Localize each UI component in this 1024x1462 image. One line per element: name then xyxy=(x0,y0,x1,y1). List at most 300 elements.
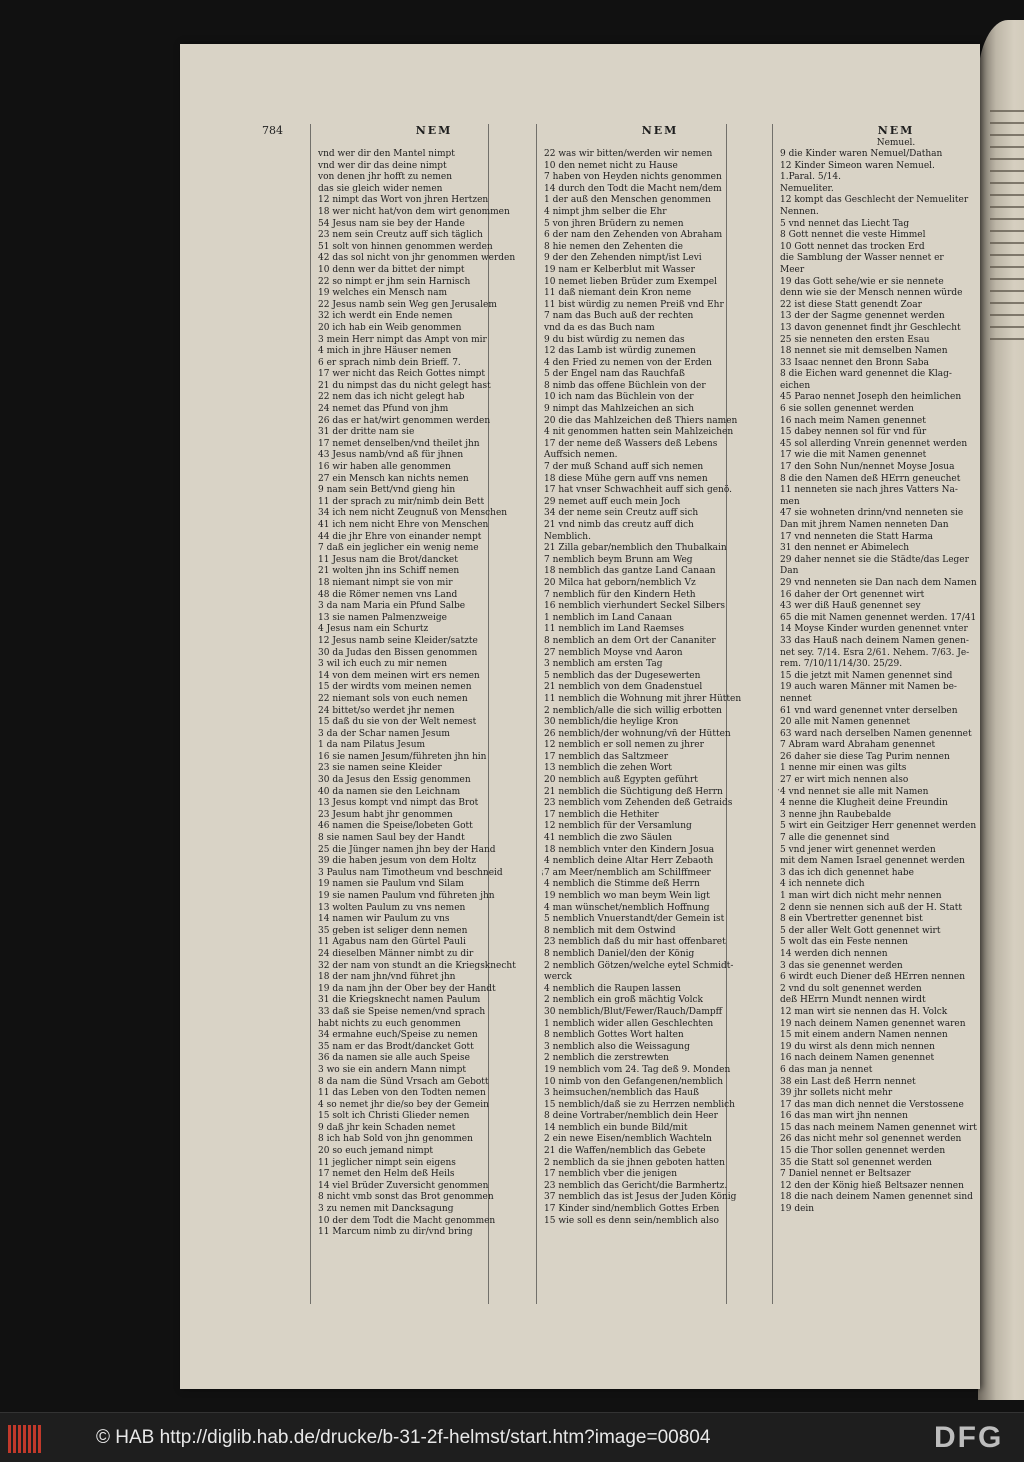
entry-text: 6 sie sollen genennet werden xyxy=(780,404,914,415)
entry-text: 37 nemblich das ist Jesus der Juden König xyxy=(544,1192,737,1203)
index-entry xyxy=(778,1204,1014,1216)
index-entry xyxy=(316,265,552,277)
index-entry xyxy=(778,729,1014,741)
entry-text: deß HErrn Mundt nennen wirdt xyxy=(780,995,926,1006)
index-entry xyxy=(542,949,778,961)
index-entry xyxy=(316,1227,552,1239)
index-entry xyxy=(542,752,778,764)
entry-text: 14 namen wir Paulum zu vns xyxy=(318,914,450,925)
entry-text: 20 alle mit Namen genennet xyxy=(780,717,911,728)
entry-text: 25 die Jünger namen jhn bey der Hand xyxy=(318,844,496,855)
index-entry xyxy=(316,1030,552,1042)
index-entry xyxy=(542,821,778,833)
index-entry xyxy=(778,648,1014,660)
index-entry xyxy=(778,288,1014,300)
dfg-logo[interactable]: DFG xyxy=(934,1421,1004,1454)
index-entry xyxy=(316,1065,552,1077)
index-entry xyxy=(316,1169,552,1181)
entry-text: 17 nemet den Helm deß Heils xyxy=(318,1169,455,1180)
entry-text: 12 Kinder Simeon waren Nemuel. xyxy=(780,160,935,171)
index-entry xyxy=(542,149,778,161)
copyright-link[interactable]: © HAB http://diglib.hab.de/drucke/b-31-2f-helmst/start.htm?image=00804 xyxy=(96,1427,711,1448)
index-entry xyxy=(316,891,552,903)
index-entry xyxy=(778,427,1014,439)
entry-text: 9 der den Zehenden nimpt/ist Levi xyxy=(544,253,702,264)
entry-text: 2 nemblich da sie jhnen geboten hatten xyxy=(544,1157,725,1168)
index-entry xyxy=(778,1158,1014,1170)
entry-text: 17 hat vnser Schwachheit auff sich genö. xyxy=(544,485,732,496)
index-entry xyxy=(778,1065,1014,1077)
index-entry xyxy=(542,369,778,381)
index-entry xyxy=(542,358,778,370)
entry-text: 8 hie nemen den Zehenten die xyxy=(544,241,683,252)
entry-text: 2 nemblich/alle die sich willig erbotten xyxy=(544,705,722,716)
entry-text: 34 ich nem nicht Zeugnuß von Menschen xyxy=(318,508,508,519)
entry-text: 17 nemet denselben/vnd theilet jhn xyxy=(318,438,480,449)
entry-text: 17 den Sohn Nun/nennet Moyse Josua xyxy=(780,462,955,473)
entry-text: 4 ich nennete dich xyxy=(780,879,865,890)
index-entry xyxy=(778,1146,1014,1158)
index-entry xyxy=(542,392,778,404)
index-entry xyxy=(542,763,778,775)
entry-text: Nemblich. xyxy=(544,531,591,542)
index-entry xyxy=(542,346,778,358)
index-entry xyxy=(542,729,778,741)
entry-text: 3 nenne jhn Raubebalde xyxy=(780,809,892,820)
entry-text: 8 nicht vmb sonst das Brot genommen xyxy=(318,1192,494,1203)
entry-text: 7 nemblich für den Kindern Heth xyxy=(544,589,696,600)
entry-text: 51 solt von hinnen genommen werden xyxy=(318,241,493,252)
entry-text: 5 der aller Welt Gott genennet wirt xyxy=(780,925,941,936)
entry-text: 23 sie namen seine Kleider xyxy=(318,763,442,774)
entry-text: 29 nemet auff euch mein Joch xyxy=(544,496,681,507)
entry-text: 4 nemblich die Stimme deß Herrn xyxy=(544,879,700,890)
index-entry xyxy=(778,1019,1014,1031)
entry-text: 2 vnd du solt genennet werden xyxy=(780,983,922,994)
entry-text: 20 so euch jemand nimpt xyxy=(318,1146,434,1157)
footer-bar xyxy=(0,1412,1024,1462)
index-entry xyxy=(316,358,552,370)
entry-text: 11 das Leben von den Todten nemen xyxy=(318,1088,486,1099)
index-entry xyxy=(316,369,552,381)
entry-text: 2 nemblich ein groß mächtig Volck xyxy=(544,995,703,1006)
index-entry xyxy=(316,903,552,915)
index-entry xyxy=(778,914,1014,926)
index-entry xyxy=(778,450,1014,462)
entry-text: 8 die Eichen ward genennet die Klag- xyxy=(780,369,952,380)
index-entry xyxy=(542,288,778,300)
index-entry xyxy=(316,520,552,532)
index-entry xyxy=(316,578,552,590)
entry-text: 19 auch waren Männer mit Namen be- xyxy=(780,682,957,693)
index-entry xyxy=(316,671,552,683)
index-entry xyxy=(542,1088,778,1100)
entry-text: 29 vnd nenneten sie Dan nach dem Namen xyxy=(780,577,977,588)
index-entry xyxy=(778,195,1014,207)
index-entry xyxy=(542,740,778,752)
index-entry xyxy=(778,1181,1014,1193)
entry-text: 29 daher nennet sie die Städte/das Leger xyxy=(780,554,969,565)
entry-text: 6 er sprach nimb dein Brieff. 7. xyxy=(318,357,461,368)
column-1 xyxy=(316,124,552,1239)
entry-text: vnd da es das Buch nam xyxy=(544,322,655,333)
entry-text: 8 ich hab Sold von jhn genommen xyxy=(318,1134,473,1145)
index-entry xyxy=(778,949,1014,961)
entry-text: 19 das Gott sehe/wie er sie nennete xyxy=(780,276,944,287)
index-entry xyxy=(542,717,778,729)
index-entry xyxy=(778,184,1014,196)
index-entry xyxy=(316,335,552,347)
index-entry xyxy=(316,1134,552,1146)
entry-text: 12 das Lamb ist würdig zunemen xyxy=(544,346,696,357)
index-entry xyxy=(778,787,1014,799)
entry-text: 17 nemblich vber die jenigen xyxy=(544,1169,678,1180)
entry-text: 33 daß sie Speise nemen/vnd sprach xyxy=(318,1006,486,1017)
index-entry xyxy=(316,219,552,231)
entry-text: 16 daher der Ort genennet wirt xyxy=(780,589,925,600)
index-entry xyxy=(316,439,552,451)
entry-text: 38 ein Last deß Herrn nennet xyxy=(780,1076,916,1087)
index-entry xyxy=(316,1019,552,1031)
index-entry xyxy=(778,207,1014,219)
entry-text: 12 kompt das Geschlecht der Nemueliter xyxy=(780,195,969,206)
page-number: 784 xyxy=(262,124,283,137)
entry-text: 3 zu nemen mit Dancksagung xyxy=(318,1204,454,1215)
entry-text: 17 Kinder sind/nemblich Gottes Erben xyxy=(544,1204,720,1215)
entry-text: 10 den nemet nicht zu Hause xyxy=(544,160,678,171)
entry-text: 7 der muß Schand auff sich nemen xyxy=(544,462,704,473)
index-entry xyxy=(316,821,552,833)
index-entry xyxy=(316,856,552,868)
index-entry xyxy=(778,323,1014,335)
index-entry xyxy=(778,532,1014,544)
entry-text: 2 nemblich die zerstrewten xyxy=(544,1053,669,1064)
index-entry xyxy=(316,1192,552,1204)
index-entry xyxy=(316,659,552,671)
index-entry xyxy=(542,833,778,845)
entry-text: 18 nemblich vnter den Kindern Josua xyxy=(544,844,715,855)
entry-text: werck xyxy=(544,972,572,983)
index-entry xyxy=(778,358,1014,370)
entry-text: 21 vnd nimb das creutz auff dich xyxy=(544,520,694,530)
entry-text: 35 geben ist seliger denn nemen xyxy=(318,925,468,936)
index-entry xyxy=(542,914,778,926)
entry-text: 13 wolten Paulum zu vns nemen xyxy=(318,902,466,913)
column-1-subheading xyxy=(316,138,552,149)
index-entry xyxy=(316,184,552,196)
entry-text: 2 denn sie nennen sich auß der H. Statt xyxy=(780,902,962,913)
entry-text: 21 nemblich von dem Gnadenstuel xyxy=(544,682,703,693)
entry-text: rem. 7/10/11/14/30. 25/29. xyxy=(780,659,903,670)
entry-text: 19 namen sie Paulum vnd Silam xyxy=(318,879,464,890)
entry-text: 11 daß niemant dein Kron neme xyxy=(544,288,692,299)
scanned-page xyxy=(180,44,980,1389)
entry-text: 16 das man wirt jhn nennen xyxy=(780,1111,908,1122)
entry-text: 33 das Hauß nach deinem Namen genen- xyxy=(780,635,969,646)
index-entry xyxy=(316,1100,552,1112)
entry-text: 16 nach deinem Namen genennet xyxy=(780,1053,935,1064)
entry-text: 39 die haben jesum von dem Holtz xyxy=(318,856,477,867)
column-2-entries xyxy=(542,149,778,1227)
entry-text: 41 nemblich die zwo Säulen xyxy=(544,833,673,844)
entry-text: 7 haben von Heyden nichts genommen xyxy=(544,172,722,183)
entry-text: 11 jeglicher nimpt sein eigens xyxy=(318,1157,456,1168)
index-entry xyxy=(778,984,1014,996)
index-entry xyxy=(316,729,552,741)
index-entry xyxy=(316,427,552,439)
index-entry xyxy=(316,763,552,775)
entry-text: 15 wie soll es denn sein/nemblich also xyxy=(544,1215,719,1226)
index-entry xyxy=(778,636,1014,648)
index-entry xyxy=(778,219,1014,231)
entry-text: 5 wolt das ein Feste nennen xyxy=(780,937,908,948)
index-entry xyxy=(542,879,778,891)
entry-text: 21 wolten jhn ins Schiff nemen xyxy=(318,566,460,577)
entry-text: 20 nemblich auß Egypten geführt xyxy=(544,775,698,786)
entry-text: 12 den der König hieß Beltsazer nennen xyxy=(780,1180,964,1191)
entry-text: 22 Jesus namb sein Weg gen Jerusalem xyxy=(318,299,497,310)
index-entry xyxy=(542,590,778,602)
entry-text: Nemueliter. xyxy=(780,183,834,194)
index-entry xyxy=(778,1123,1014,1135)
entry-text: 15 nemblich/daß sie zu Herrzen nemblich xyxy=(544,1099,735,1110)
index-entry xyxy=(542,161,778,173)
index-entry xyxy=(316,416,552,428)
index-entry xyxy=(316,555,552,567)
index-entry xyxy=(542,1216,778,1228)
index-entry xyxy=(542,659,778,671)
entry-text: 17 nemblich die Hethiter xyxy=(544,809,659,820)
entry-text: 12 nemblich für der Versamlung xyxy=(544,821,692,832)
index-entry xyxy=(542,1146,778,1158)
column-2-heading: NEM xyxy=(641,124,679,137)
entry-text: 4 man wünschet/nemblich Hoffnung xyxy=(544,902,710,913)
index-entry xyxy=(316,532,552,544)
index-entry xyxy=(542,624,778,636)
entry-text: Auffsich nemen. xyxy=(544,450,618,461)
entry-text: 22 niemant sols von euch nemen xyxy=(318,693,468,704)
index-entry xyxy=(316,740,552,752)
index-entry xyxy=(542,613,778,625)
index-entry xyxy=(316,682,552,694)
entry-text: 7 nemblich beym Brunn am Weg xyxy=(544,554,693,565)
index-entry xyxy=(778,821,1014,833)
index-entry xyxy=(542,694,778,706)
entry-text: 19 du wirst als denn mich nennen xyxy=(780,1041,935,1052)
entry-text: 14 werden dich nennen xyxy=(780,948,888,959)
index-entry xyxy=(316,706,552,718)
entry-text: 27 nemblich Moyse vnd Aaron xyxy=(544,647,683,658)
index-entry xyxy=(542,381,778,393)
index-entry xyxy=(316,798,552,810)
index-entry xyxy=(778,172,1014,184)
column-rule xyxy=(310,124,311,1304)
entry-text: 14 viel Brüder Zuversicht genommen xyxy=(318,1180,489,1191)
index-entry xyxy=(778,369,1014,381)
index-entry xyxy=(316,149,552,161)
entry-text: 9 die Kinder waren Nemuel/Dathan xyxy=(780,149,943,159)
hab-logo-icon[interactable] xyxy=(8,1425,48,1453)
entry-text: 13 Jesus kompt vnd nimpt das Brot xyxy=(318,798,479,809)
entry-text: 23 nemblich vom Zehenden deß Getraids xyxy=(544,798,733,809)
index-entry xyxy=(778,242,1014,254)
entry-text: 4 nit genommen hatten sein Mahlzeichen xyxy=(544,427,734,438)
index-entry xyxy=(542,439,778,451)
entry-text: 4 nimpt jhm selber die Ehr xyxy=(544,206,667,217)
index-entry xyxy=(542,1169,778,1181)
index-entry xyxy=(542,775,778,787)
entry-text: 36 da namen sie alle auch Speise xyxy=(318,1053,470,1064)
index-entry xyxy=(316,485,552,497)
entry-text: 11 nemblich die Wohnung mit jhrer Hütten xyxy=(544,693,742,704)
entry-text: 17 der neme deß Wassers deß Lebens xyxy=(544,438,718,449)
index-entry xyxy=(542,972,778,984)
entry-text: 8 nemblich mit dem Ostwind xyxy=(544,925,676,936)
entry-text: 22 nem das ich nicht gelegt hab xyxy=(318,392,465,403)
index-entry xyxy=(542,230,778,242)
entry-text: 19 nemblich vom 24. Tag deß 9. Monden xyxy=(544,1064,731,1075)
entry-text: eichen xyxy=(780,380,811,391)
entry-text: 13 davon genennet findt jhr Geschlecht xyxy=(780,322,961,333)
index-entry xyxy=(778,1007,1014,1019)
index-entry xyxy=(542,1123,778,1135)
index-entry xyxy=(778,300,1014,312)
entry-text: 24 bittet/so werdet jhr nemen xyxy=(318,705,455,716)
entry-text: 15 dabey nennen sol für vnd für xyxy=(780,427,927,438)
index-entry xyxy=(542,601,778,613)
index-entry xyxy=(778,1169,1014,1181)
index-entry xyxy=(316,497,552,509)
entry-text: 1 nemblich im Land Canaan xyxy=(544,612,673,623)
entry-text: 5 vnd nennet das Liecht Tag xyxy=(780,218,910,229)
entry-text: 39 jhr sollets nicht mehr xyxy=(780,1088,893,1099)
index-entry xyxy=(316,1123,552,1135)
index-entry xyxy=(542,891,778,903)
index-entry xyxy=(316,450,552,462)
index-entry xyxy=(316,694,552,706)
entry-text: 6 der nam den Zehenden von Abraham xyxy=(544,230,723,241)
index-entry xyxy=(542,311,778,323)
entry-text: nennet xyxy=(780,693,812,704)
entry-text: 27 er wirt mich nennen also xyxy=(780,775,909,786)
entry-text: mit dem Namen Israel genennet werden xyxy=(780,856,965,867)
index-entry xyxy=(778,335,1014,347)
index-entry xyxy=(778,868,1014,880)
entry-text: 9 daß jhr kein Schaden nemet xyxy=(318,1122,456,1133)
index-entry xyxy=(542,1204,778,1216)
entry-text: 10 der dem Todt die Macht genommen xyxy=(318,1215,496,1226)
index-entry xyxy=(778,462,1014,474)
entry-text: 19 dein xyxy=(780,1204,815,1215)
entry-text: 22 was wir bitten/werden wir nemen xyxy=(544,149,713,159)
entry-text: 11 nemblich im Land Raemses xyxy=(544,624,684,635)
index-entry xyxy=(778,1053,1014,1065)
entry-text: von denen jhr hofft zu nemen xyxy=(318,172,453,183)
index-entry xyxy=(778,891,1014,903)
index-entry xyxy=(542,404,778,416)
entry-text: 7 am Meer/nemblich am Schilffmeer xyxy=(544,867,711,878)
index-entry xyxy=(778,555,1014,567)
index-entry xyxy=(542,1134,778,1146)
index-entry xyxy=(778,1088,1014,1100)
column-2 xyxy=(542,124,778,1227)
index-entry xyxy=(316,868,552,880)
entry-text: 61 vnd ward genennet vnter derselben xyxy=(780,705,958,716)
entry-text: 13 sie namen Palmenzweige xyxy=(318,612,447,623)
index-entry xyxy=(542,706,778,718)
entry-text: 26 daher sie diese Tag Purim nennen xyxy=(780,751,950,762)
index-entry xyxy=(542,416,778,428)
index-entry xyxy=(778,416,1014,428)
index-entry xyxy=(778,161,1014,173)
entry-text: 15 daß du sie von der Welt nemest xyxy=(318,717,477,728)
index-entry xyxy=(542,682,778,694)
index-entry xyxy=(542,532,778,544)
index-entry xyxy=(542,1111,778,1123)
index-entry xyxy=(542,995,778,1007)
entry-text: 14 Moyse Kinder wurden genennet vnter xyxy=(780,624,968,635)
index-entry xyxy=(542,937,778,949)
index-entry xyxy=(316,949,552,961)
index-entry xyxy=(778,566,1014,578)
entry-text: 63 ward nach derselben Namen genennet xyxy=(780,728,972,739)
index-entry xyxy=(542,427,778,439)
index-entry xyxy=(316,474,552,486)
entry-text: 7 Daniel nennet er Beltsazer xyxy=(780,1169,911,1180)
entry-text: 24 nemet das Pfund von jhm xyxy=(318,404,449,415)
entry-text: 33 Isaac nennet den Bronn Saba xyxy=(780,357,929,368)
index-entry xyxy=(778,613,1014,625)
entry-text: 30 da Jesus den Essig genommen xyxy=(318,775,471,786)
index-entry xyxy=(778,381,1014,393)
index-entry xyxy=(542,172,778,184)
index-entry xyxy=(316,833,552,845)
index-entry xyxy=(316,984,552,996)
index-entry xyxy=(778,775,1014,787)
entry-text: men xyxy=(780,496,800,507)
entry-text: 12 man wirt sie nennen das H. Volck xyxy=(780,1006,948,1017)
entry-text: 2 nemblich Götzen/welche eytel Schmidt- xyxy=(544,960,734,971)
index-entry xyxy=(542,671,778,683)
entry-text: habt nichts zu euch genommen xyxy=(318,1018,461,1029)
entry-text: 8 nemblich Gottes Wort halten xyxy=(544,1030,684,1041)
index-entry xyxy=(778,926,1014,938)
index-entry xyxy=(542,1181,778,1193)
entry-text: Nennen. xyxy=(780,206,819,217)
index-entry xyxy=(316,323,552,335)
entry-text: 11 der sprach zu mir/nimb dein Bett xyxy=(318,496,485,507)
index-entry xyxy=(542,485,778,497)
index-entry xyxy=(778,706,1014,718)
index-entry xyxy=(778,1134,1014,1146)
entry-text: 13 der der Sagme genennet werden xyxy=(780,311,945,322)
index-entry xyxy=(542,265,778,277)
index-entry xyxy=(316,752,552,764)
index-entry xyxy=(778,961,1014,973)
entry-text: 6 wirdt euch Diener deß HErren nennen xyxy=(780,972,966,983)
index-entry xyxy=(778,601,1014,613)
index-entry xyxy=(778,590,1014,602)
entry-text: 10 nemet lieben Brüder zum Exempel xyxy=(544,276,717,287)
index-entry xyxy=(542,300,778,312)
entry-text: 65 die mit Namen genennet werden. 17/41 xyxy=(780,612,977,623)
index-entry xyxy=(316,926,552,938)
entry-text: 21 du nimpst das du nicht gelegt hast xyxy=(318,380,491,391)
index-entry xyxy=(316,1204,552,1216)
entry-text: 17 vnd nenneten die Statt Harma xyxy=(780,531,933,542)
index-entry xyxy=(778,1111,1014,1123)
index-entry xyxy=(778,833,1014,845)
